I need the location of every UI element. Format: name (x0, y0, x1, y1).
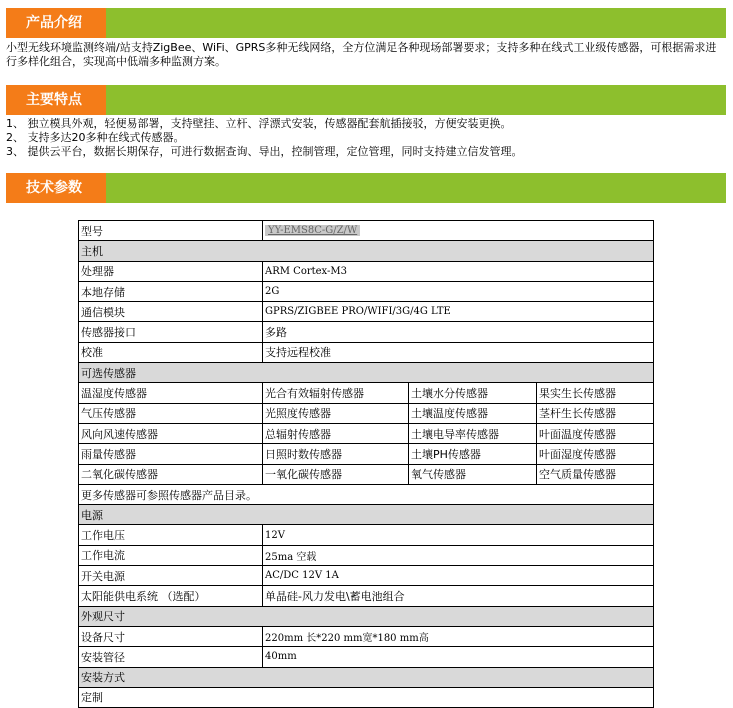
table-row (79, 545, 654, 565)
table-row (79, 221, 654, 241)
table-row (79, 322, 654, 342)
sensor-cell: 气压传感器 (79, 403, 263, 423)
row-value: 40mm (263, 647, 654, 667)
section-banner-specs (6, 173, 726, 203)
intro-text: 小型无线环境监测终端/站支持ZigBee、WiFi、GPRS多种无线网络，全方位满足各种现场部署要求；支持多种在线式工业级传感器，可根据需求进行多样化组合，实现高中低端多种监测方案。 (6, 41, 717, 68)
row-label: 安装管径 (79, 647, 263, 667)
sensor-cell: 叶面湿度传感器 (537, 444, 654, 464)
sensor-cell: 光照度传感器 (263, 403, 409, 423)
sensor-cell: 土壤温度传感器 (409, 403, 537, 423)
install-section-title: 安装方式 (79, 667, 654, 687)
row-label: 工作电流 (79, 545, 263, 565)
table-row (79, 484, 654, 504)
section-title-intro: 产品介绍 (6, 8, 106, 38)
row-value: AC/DC 12V 1A (263, 566, 654, 586)
row-value: 25ma 空载 (263, 545, 654, 565)
row-label: 通信模块 (79, 302, 263, 322)
table-row (79, 383, 654, 403)
model-value: YY-EMS8C-G/Z/W (265, 225, 360, 236)
row-label: 设备尺寸 (79, 626, 263, 646)
table-row (79, 687, 654, 707)
row-label: 工作电压 (79, 525, 263, 545)
sensors-section-title: 可选传感器 (79, 363, 654, 383)
row-value: 多路 (263, 322, 654, 342)
size-section-title: 外观尺寸 (79, 606, 654, 626)
table-row (79, 626, 654, 646)
sensor-cell: 土壤电导率传感器 (409, 423, 537, 443)
row-label: 本地存储 (79, 281, 263, 301)
row-label: 传感器接口 (79, 322, 263, 342)
table-row (79, 525, 654, 545)
feature-item: 1、 独立模具外观，轻便易部署，支持壁挂、立杆、浮漂式安装，传感器配套航插接驳，方便安装更换。 (6, 117, 512, 130)
row-label: 开关电源 (79, 566, 263, 586)
install-value: 定制 (79, 687, 654, 707)
table-row (79, 261, 654, 281)
feature-item: 3、 提供云平台，数据长期保存，可进行数据查询、导出，控制管理，定位管理，同时支持建立信发管理。 (6, 145, 523, 158)
row-value: 12V (263, 525, 654, 545)
sensor-cell: 土壤PH传感器 (409, 444, 537, 464)
power-section-title: 电源 (79, 505, 654, 525)
table-row (79, 241, 654, 261)
sensors-note: 更多传感器可参照传感器产品目录。 (79, 484, 654, 504)
row-value: 220mm 长*220 mm宽*180 mm高 (263, 626, 654, 646)
row-value: GPRS/ZIGBEE PRO/WIFI/3G/4G LTE (263, 302, 654, 322)
host-section-title: 主机 (79, 241, 654, 261)
table-row (79, 363, 654, 383)
table-row (79, 667, 654, 687)
table-row (79, 464, 654, 484)
table-row (79, 606, 654, 626)
section-banner-intro (6, 8, 726, 38)
model-label: 型号 (79, 221, 263, 241)
sensor-cell: 温湿度传感器 (79, 383, 263, 403)
sensor-cell: 叶面温度传感器 (537, 423, 654, 443)
sensor-cell: 光合有效辐射传感器 (263, 383, 409, 403)
section-title-features: 主要特点 (6, 85, 106, 115)
features-list (6, 117, 726, 159)
row-value: ARM Cortex-M3 (263, 261, 654, 281)
sensor-cell: 总辐射传感器 (263, 423, 409, 443)
sensor-cell: 氧气传感器 (409, 464, 537, 484)
table-row (79, 444, 654, 464)
section-title-specs: 技术参数 (6, 173, 106, 203)
sensor-cell: 日照时数传感器 (263, 444, 409, 464)
sensor-cell: 雨量传感器 (79, 444, 263, 464)
intro-paragraph (6, 41, 726, 69)
table-row (79, 586, 654, 606)
sensor-cell: 果实生长传感器 (537, 383, 654, 403)
sensor-cell: 茎杆生长传感器 (537, 403, 654, 423)
table-row (79, 403, 654, 423)
sensor-cell: 二氧化碳传感器 (79, 464, 263, 484)
sensor-cell: 空气质量传感器 (537, 464, 654, 484)
sensor-cell: 风向风速传感器 (79, 423, 263, 443)
table-row (79, 566, 654, 586)
row-value: 支持远程校准 (263, 342, 654, 362)
table-row (79, 281, 654, 301)
row-label: 校准 (79, 342, 263, 362)
table-row (79, 505, 654, 525)
row-label: 处理器 (79, 261, 263, 281)
row-value: 2G (263, 281, 654, 301)
sensor-cell: 一氧化碳传感器 (263, 464, 409, 484)
table-row (79, 302, 654, 322)
table-row (79, 342, 654, 362)
spec-table (78, 220, 654, 708)
row-value: 单晶硅-风力发电\蓄电池组合 (263, 586, 654, 606)
table-row (79, 647, 654, 667)
table-row (79, 423, 654, 443)
sensor-cell: 土壤水分传感器 (409, 383, 537, 403)
feature-item: 2、 支持多达20多种在线式传感器。 (6, 131, 185, 144)
row-label: 太阳能供电系统 （选配） (79, 586, 263, 606)
section-banner-features (6, 85, 726, 115)
